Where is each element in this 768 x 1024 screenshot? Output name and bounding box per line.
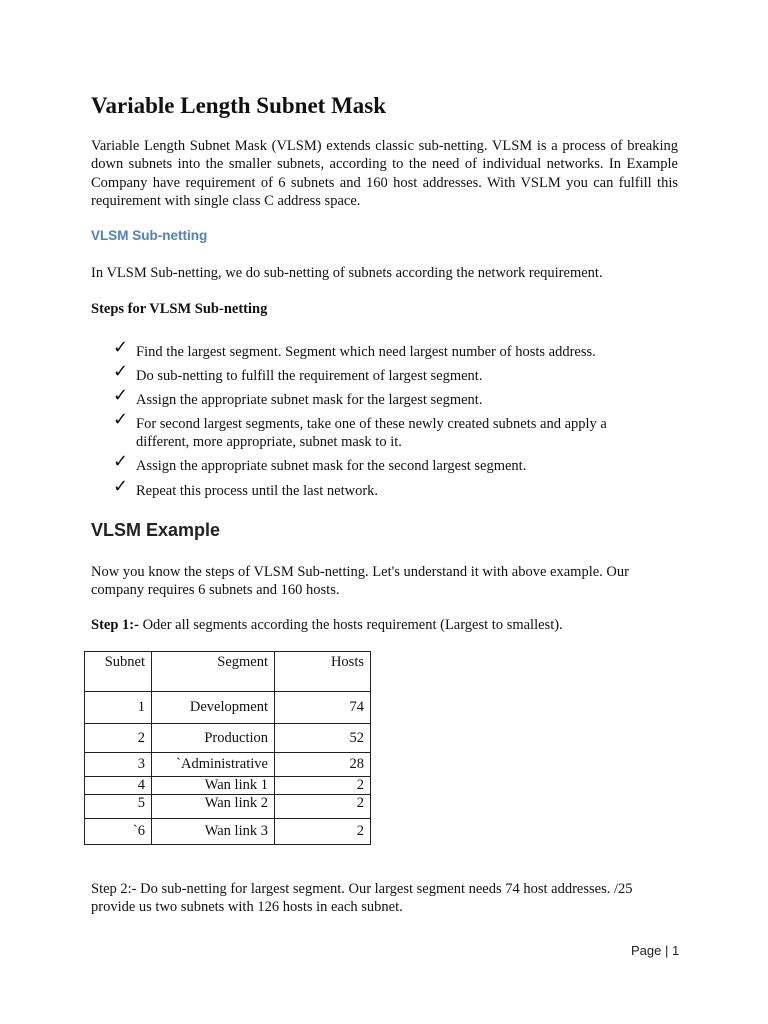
table-row — [85, 819, 371, 845]
cell-segment: Production — [152, 724, 275, 753]
table-row — [85, 753, 371, 777]
column-header-segment: Segment — [152, 652, 275, 692]
hosts-table — [84, 651, 371, 845]
checkmark-icon: ✓ — [113, 385, 129, 406]
cell-subnet: `6 — [85, 819, 152, 845]
intro-paragraph: Variable Length Subnet Mask (VLSM) extends classic sub-netting. VLSM is a process of breaking down subnets into the smaller subnets, according to the need of individual networks. In Example Company have requirement of 6 subnets and 160 host addresses. With VSLM you can fulfill this requirement with single class C address space. — [91, 138, 678, 209]
step-text: Repeat this process until the last network. — [136, 483, 379, 499]
table-row — [85, 692, 371, 724]
checkmark-icon: ✓ — [113, 451, 129, 472]
steps-heading: Steps for VLSM Sub-netting — [91, 301, 268, 317]
table-row — [85, 795, 371, 819]
step-text: Assign the appropriate subnet mask for the second largest segment. — [136, 458, 527, 474]
cell-segment: Wan link 1 — [152, 777, 275, 795]
cell-subnet: 3 — [85, 753, 152, 777]
cell-subnet: 1 — [85, 692, 152, 724]
step-text: Do sub-netting to fulfill the requirement of largest segment. — [136, 368, 483, 384]
cell-hosts: 74 — [275, 692, 371, 724]
step1-paragraph — [91, 616, 678, 634]
step1-text: Oder all segments according the hosts requirement (Largest to smallest). — [138, 617, 563, 633]
cell-segment: `Administrative — [152, 753, 275, 777]
cell-hosts: 52 — [275, 724, 371, 753]
page-number-footer: Page | 1 — [631, 943, 680, 958]
cell-hosts: 28 — [275, 753, 371, 777]
cell-subnet: 2 — [85, 724, 152, 753]
cell-segment: Development — [152, 692, 275, 724]
table-header-row — [85, 652, 371, 692]
vlsm-subnetting-heading: VLSM Sub-netting — [91, 228, 208, 243]
checkmark-icon: ✓ — [113, 409, 129, 430]
table-row — [85, 777, 371, 795]
checkmark-icon: ✓ — [113, 337, 129, 358]
column-header-hosts: Hosts — [275, 652, 371, 692]
checkmark-icon: ✓ — [113, 476, 129, 497]
cell-hosts: 2 — [275, 777, 371, 795]
example-paragraph: Now you know the steps of VLSM Sub-netting. Let's understand it with above example. Our company requires 6 subnets and 160 hosts. — [91, 564, 629, 599]
vlsm-example-heading: VLSM Example — [91, 520, 221, 540]
step-text: Find the largest segment. Segment which need largest number of hosts address. — [136, 344, 596, 360]
cell-segment: Wan link 3 — [152, 819, 275, 845]
step-text: Assign the appropriate subnet mask for the largest segment. — [136, 392, 483, 408]
cell-hosts: 2 — [275, 795, 371, 819]
step-text: For second largest segments, take one of these newly created subnets and apply a different, more appropriate, subnet mask to it. — [136, 416, 607, 450]
cell-segment: Wan link 2 — [152, 795, 275, 819]
column-header-subnet: Subnet — [85, 652, 152, 692]
step1-label: Step 1:- — [91, 617, 139, 633]
vlsm-subnetting-paragraph: In VLSM Sub-netting, we do sub-netting of subnets according the network requirement. — [91, 265, 603, 281]
step2-paragraph: Step 2:- Do sub-netting for largest segment. Our largest segment needs 74 host addresses. /25 provide us two subnets with 126 hosts in each subnet. — [91, 881, 633, 916]
checkmark-icon: ✓ — [113, 361, 129, 382]
cell-subnet: 4 — [85, 777, 152, 795]
cell-subnet: 5 — [85, 795, 152, 819]
table-row — [85, 724, 371, 753]
page-title: Variable Length Subnet Mask — [91, 93, 387, 118]
cell-hosts: 2 — [275, 819, 371, 845]
